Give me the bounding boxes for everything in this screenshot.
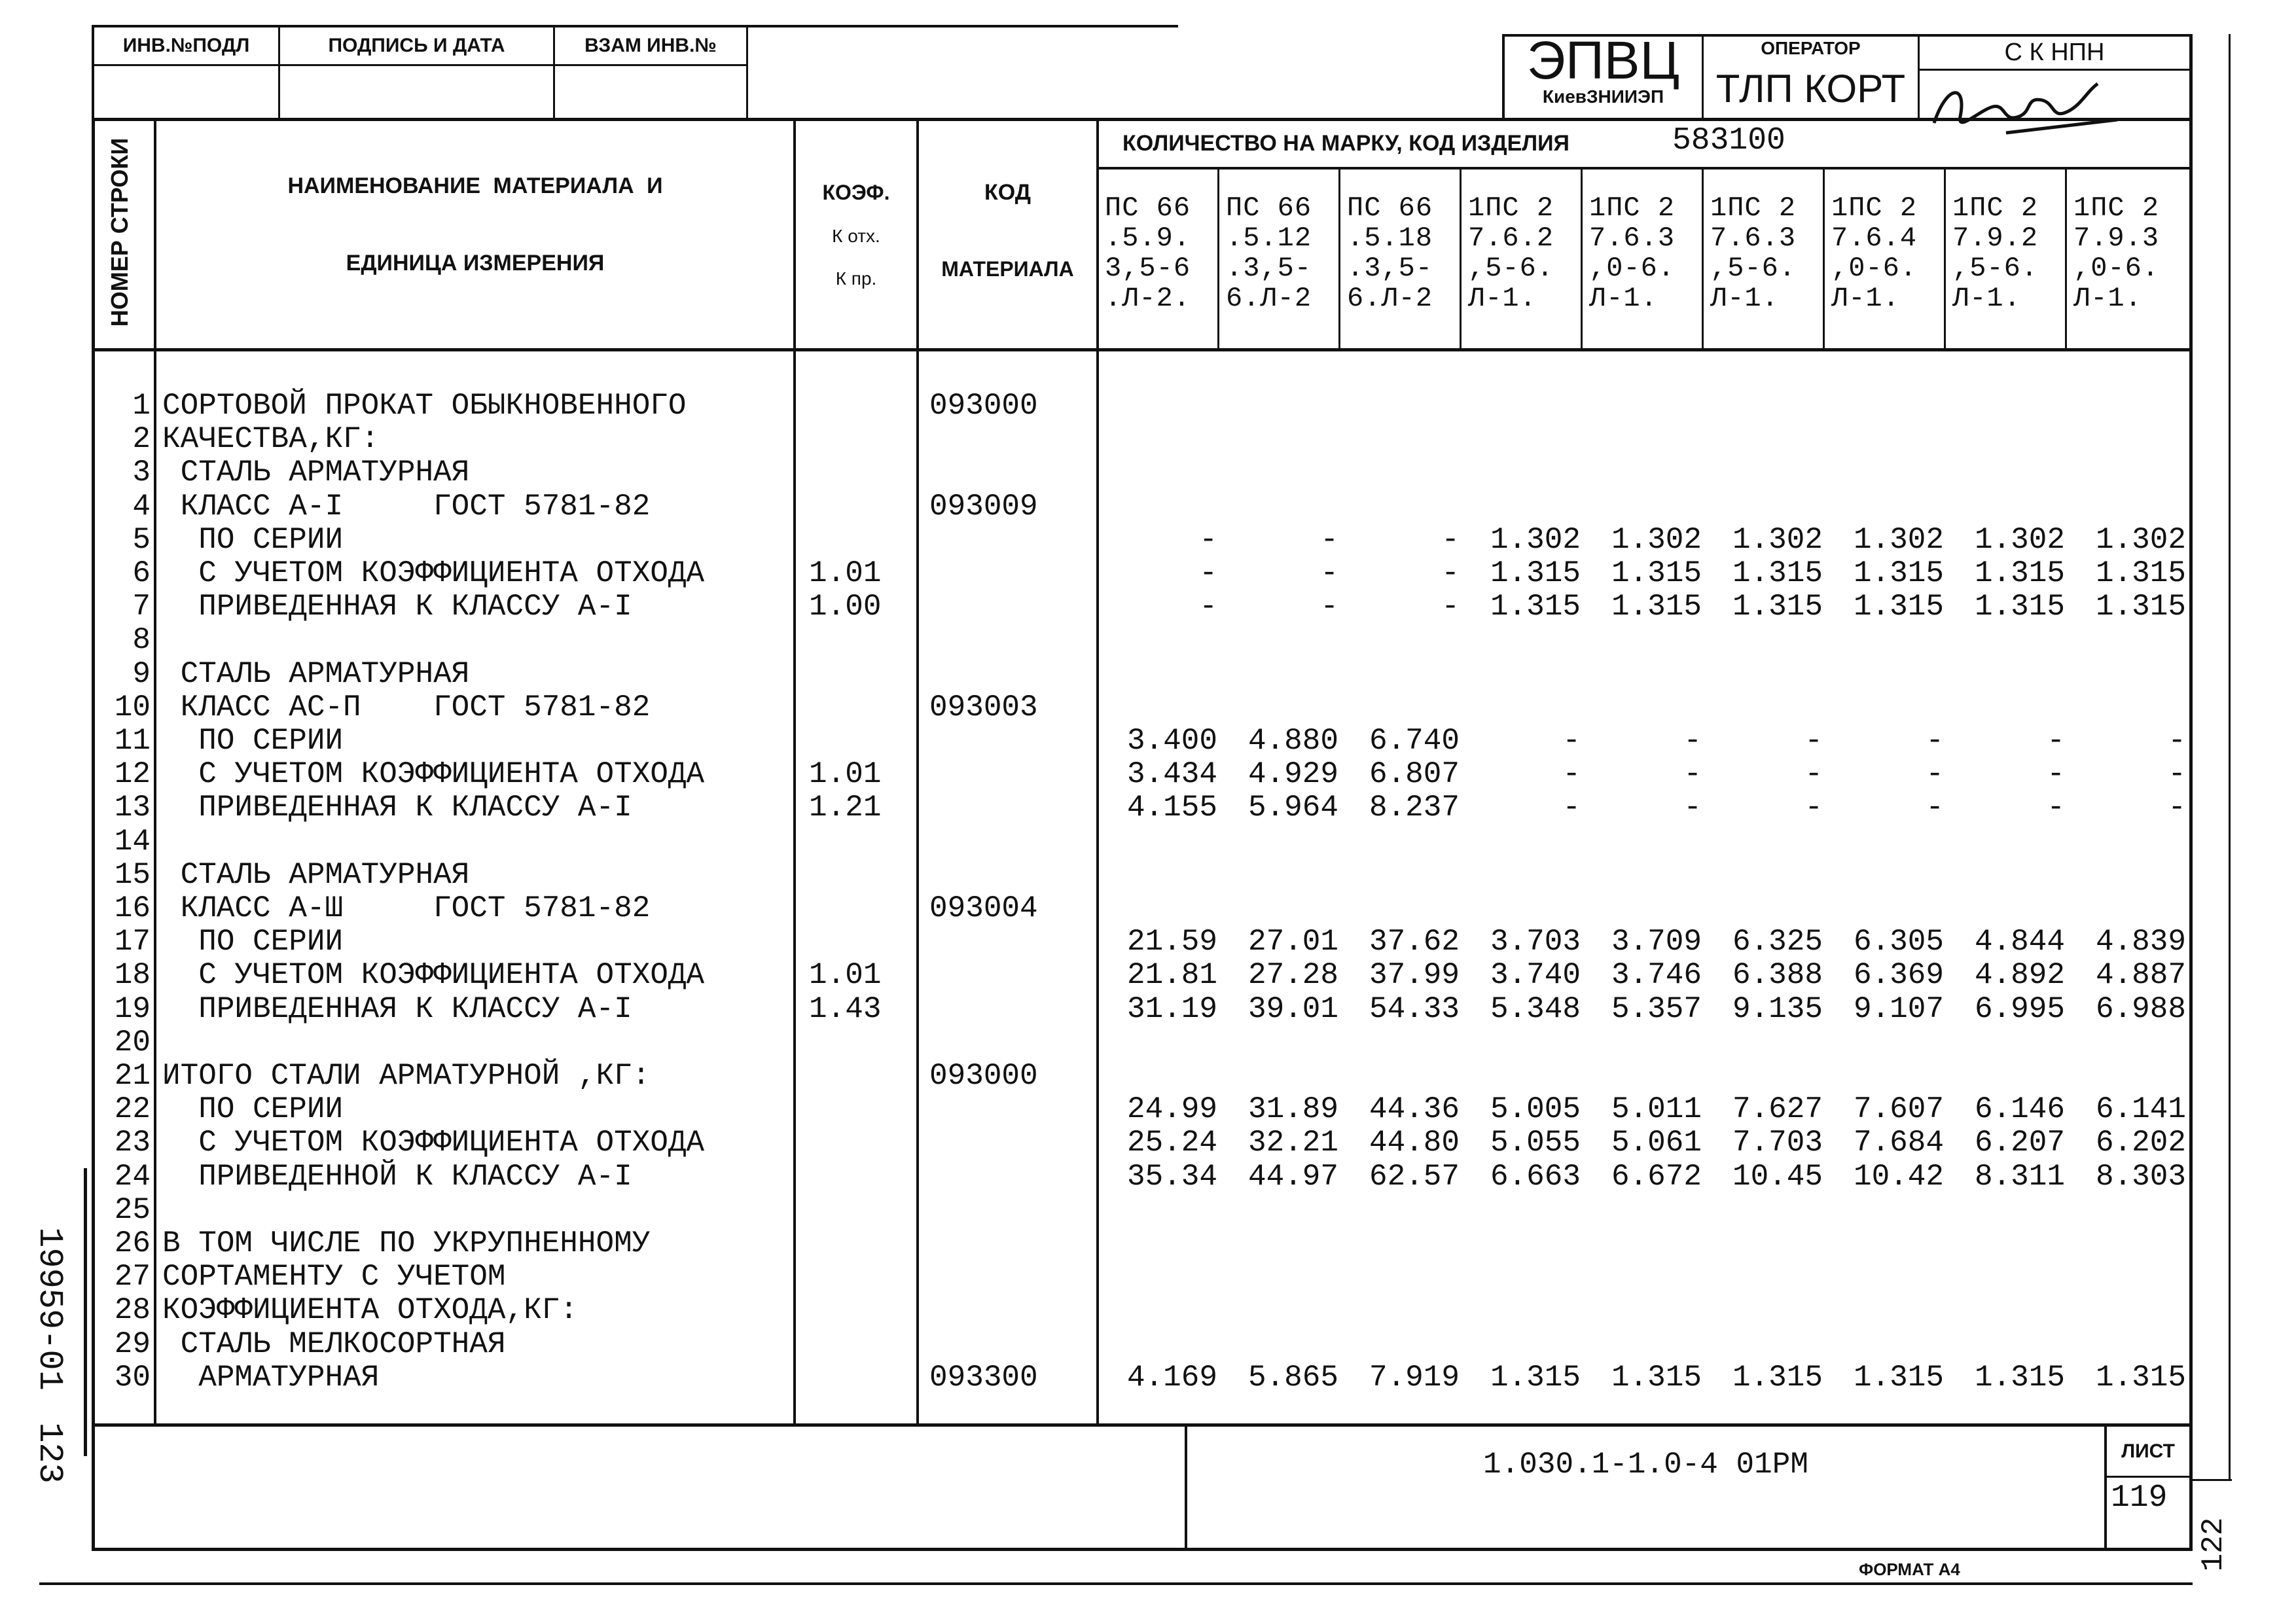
material-code: 093000 <box>929 389 1038 423</box>
row-text: СТАЛЬ АРМАТУРНАЯ <box>162 455 470 490</box>
inv-podl-label: ИНВ.№ПОДЛ <box>122 35 250 56</box>
quantity-value: 1.315 <box>1611 556 1702 590</box>
quantity-value: 1.315 <box>1611 590 1702 624</box>
quantity-value: 21.59 <box>1126 925 1217 959</box>
koef-header-line2: К отх. <box>832 226 880 246</box>
quantity-value: 1.315 <box>1853 556 1944 590</box>
quantity-value: 1.315 <box>2095 556 2186 590</box>
row-number: 1 <box>132 389 151 423</box>
quantity-value: 10.42 <box>1853 1160 1944 1194</box>
quantity-value: - <box>1562 791 1581 825</box>
material-code: 093300 <box>929 1361 1038 1395</box>
checked-label: С К НПН <box>2004 38 2105 66</box>
quantity-value: 5.348 <box>1490 992 1581 1026</box>
material-header-line2: ЕДИНИЦА ИЗМЕРЕНИЯ <box>346 251 605 276</box>
quantity-value: 7.703 <box>1732 1126 1823 1160</box>
quantity-value: 8.237 <box>1369 791 1460 825</box>
row-text: СТАЛЬ МЕЛКОСОРТНАЯ <box>162 1327 506 1361</box>
product-column-name: 1ПС 2 7.9.2 ,5-6. Л-1. <box>1952 192 2039 314</box>
row-number: 21 <box>114 1059 151 1093</box>
quantity-value: - <box>1926 791 1944 825</box>
row-number: 25 <box>114 1193 151 1227</box>
quantity-value: 6.988 <box>2095 992 2186 1026</box>
row-number: 22 <box>114 1092 151 1126</box>
format-label: ФОРМАТ А4 <box>1859 1560 1960 1579</box>
quantity-value: 1.315 <box>1732 556 1823 590</box>
koef-header-line3: К пр. <box>835 268 877 289</box>
row-number: 6 <box>132 556 151 590</box>
product-column-name: ПС 66 .5.18 .3,5- 6.Л-2 <box>1347 192 1433 314</box>
quantity-value: - <box>2047 791 2065 825</box>
quantity-value: 4.929 <box>1247 757 1338 791</box>
quantity-value: 3.709 <box>1611 925 1702 959</box>
product-column-name: 1ПС 2 7.6.3 ,0-6. Л-1. <box>1589 192 1676 314</box>
row-text: СТАЛЬ АРМАТУРНАЯ <box>162 657 470 691</box>
row-number: 2 <box>132 422 151 456</box>
row-number: 24 <box>114 1160 151 1194</box>
sheet-number: 119 <box>2111 1480 2168 1516</box>
product-code: 583100 <box>1672 123 1785 158</box>
quantity-value: 1.302 <box>1974 523 2065 557</box>
quantity-value: 1.315 <box>1611 1361 1702 1395</box>
quantity-value: 27.28 <box>1247 958 1338 992</box>
row-text: С УЧЕТОМ КОЭФФИЦИЕНТА ОТХОДА <box>162 958 705 992</box>
quantity-value: 1.315 <box>1490 1361 1581 1395</box>
row-text: ПРИВЕДЕННАЯ К КЛАССУ А-I <box>162 791 632 825</box>
quantity-value: 24.99 <box>1126 1092 1217 1126</box>
row-text: СОРТАМЕНТУ С УЧЕТОМ <box>162 1260 506 1294</box>
row-number: 30 <box>114 1361 151 1395</box>
row-number: 15 <box>114 858 151 892</box>
quantity-value: 7.684 <box>1853 1126 1944 1160</box>
quantity-value: - <box>1199 590 1217 624</box>
quantity-value: 1.315 <box>1490 590 1581 624</box>
quantity-value: - <box>2047 757 2065 791</box>
material-code: 093004 <box>929 891 1038 925</box>
koef-value: 1.01 <box>809 757 882 791</box>
sheet-label: ЛИСТ <box>2121 1440 2175 1462</box>
row-text: КЛАСС АС-П ГОСТ 5781-82 <box>162 690 651 724</box>
quantity-value: 6.146 <box>1974 1092 2065 1126</box>
quantity-value: - <box>2168 757 2186 791</box>
quantity-value: 1.315 <box>1853 1361 1944 1395</box>
quantity-value: 4.844 <box>1974 925 2065 959</box>
row-text: ПРИВЕДЕННАЯ К КЛАССУ А-I <box>162 590 632 624</box>
material-header-line1: НАИМЕНОВАНИЕ МАТЕРИАЛА И <box>287 173 663 198</box>
quantity-value: 4.169 <box>1126 1361 1217 1395</box>
quantity-value: 6.740 <box>1369 724 1460 758</box>
left-page-number: 123 <box>30 1422 69 1484</box>
quantity-value: - <box>1683 791 1702 825</box>
row-number: 23 <box>114 1126 151 1160</box>
quantity-value: 6.207 <box>1974 1126 2065 1160</box>
row-number: 26 <box>114 1226 151 1260</box>
row-number: 20 <box>114 1026 151 1060</box>
quantity-value: 1.302 <box>1490 523 1581 557</box>
quantity-value: - <box>1562 757 1581 791</box>
row-number: 19 <box>114 992 151 1026</box>
product-column-name: ПС 66 .5.9. 3,5-6 .Л-2. <box>1105 192 1191 314</box>
quantity-value: 5.964 <box>1247 791 1338 825</box>
quantity-value: 5.061 <box>1611 1126 1702 1160</box>
row-text: СТАЛЬ АРМАТУРНАЯ <box>162 858 470 892</box>
quantity-value: 5.357 <box>1611 992 1702 1026</box>
quantity-value: 1.315 <box>1974 590 2065 624</box>
quantity-value: 3.740 <box>1490 958 1581 992</box>
row-number: 10 <box>114 690 151 724</box>
quantity-value: 4.155 <box>1126 791 1217 825</box>
quantity-value: 6.325 <box>1732 925 1823 959</box>
quantity-value: 44.80 <box>1369 1126 1460 1160</box>
quantity-value: 6.807 <box>1369 757 1460 791</box>
row-number: 9 <box>132 657 151 691</box>
quantity-value: - <box>1441 523 1460 557</box>
quantity-value: - <box>1562 724 1581 758</box>
row-text: ПРИВЕДЕННОЙ К КЛАССУ А-I <box>162 1160 632 1194</box>
operator-value: ТЛП КОРТ <box>1715 66 1906 111</box>
quantity-value: 3.434 <box>1126 757 1217 791</box>
quantity-value: 32.21 <box>1247 1126 1338 1160</box>
row-number: 12 <box>114 757 151 791</box>
quantity-value: 6.369 <box>1853 958 1944 992</box>
material-code: 093000 <box>929 1059 1038 1093</box>
quantity-value: 6.388 <box>1732 958 1823 992</box>
row-text: АРМАТУРНАЯ <box>162 1361 380 1395</box>
quantity-value: - <box>1804 791 1823 825</box>
product-column-name: 1ПС 2 7.6.2 ,5-6. Л-1. <box>1468 192 1554 314</box>
quantity-value: - <box>1926 757 1944 791</box>
signature-image <box>1928 71 2124 143</box>
quantity-value: 4.892 <box>1974 958 2065 992</box>
quantity-value: 27.01 <box>1247 925 1338 959</box>
quantity-value: 35.34 <box>1126 1160 1217 1194</box>
quantity-value: 5.865 <box>1247 1361 1338 1395</box>
row-text: КЛАСС А-I ГОСТ 5781-82 <box>162 490 651 524</box>
quantity-value: 5.005 <box>1490 1092 1581 1126</box>
right-page-number: 122 <box>2197 1517 2231 1572</box>
row-text: КЛАСС А-Ш ГОСТ 5781-82 <box>162 891 651 925</box>
row-number: 4 <box>132 490 151 524</box>
quantity-value: - <box>1320 556 1338 590</box>
org-small-label: КиевЗНИИЭП <box>1542 86 1664 107</box>
row-text: КОЭФФИЦИЕНТА ОТХОДА,КГ: <box>162 1293 578 1327</box>
quantity-value: 54.33 <box>1369 992 1460 1026</box>
quantity-value: 8.303 <box>2095 1160 2186 1194</box>
quantity-value: 6.663 <box>1490 1160 1581 1194</box>
quantity-value: 6.672 <box>1611 1160 1702 1194</box>
row-number: 28 <box>114 1293 151 1327</box>
quantity-value: - <box>2168 791 2186 825</box>
row-text: ПРИВЕДЕННАЯ К КЛАССУ А-I <box>162 992 632 1026</box>
quantity-value: 4.880 <box>1247 724 1338 758</box>
product-column-name: ПС 66 .5.12 .3,5- 6.Л-2 <box>1226 192 1312 314</box>
row-text: ПО СЕРИИ <box>162 925 344 959</box>
quantity-value: 6.202 <box>2095 1126 2186 1160</box>
row-text: В ТОМ ЧИСЛЕ ПО УКРУПНЕННОМУ <box>162 1226 651 1260</box>
vzam-inv-label: ВЗАМ ИНВ.№ <box>584 35 717 56</box>
quantity-value: 21.81 <box>1126 958 1217 992</box>
quantity-value: 1.315 <box>2095 590 2186 624</box>
quantity-value: 25.24 <box>1126 1126 1217 1160</box>
row-text: С УЧЕТОМ КОЭФФИЦИЕНТА ОТХОДА <box>162 1126 705 1160</box>
quantity-value: - <box>1804 757 1823 791</box>
product-column-name: 1ПС 2 7.6.4 ,0-6. Л-1. <box>1831 192 1918 314</box>
row-number-header: НОМЕР СТРОКИ <box>106 137 133 327</box>
koef-value: 1.00 <box>809 590 882 624</box>
row-text: ПО СЕРИИ <box>162 724 344 758</box>
quantity-value: 10.45 <box>1732 1160 1823 1194</box>
koef-header-line1: КОЭФ. <box>822 181 890 204</box>
quantity-value: 5.055 <box>1490 1126 1581 1160</box>
material-code: 093009 <box>929 490 1038 524</box>
quantity-value: 3.703 <box>1490 925 1581 959</box>
quantity-value: - <box>1441 556 1460 590</box>
quantity-value: 39.01 <box>1247 992 1338 1026</box>
row-number: 29 <box>114 1327 151 1361</box>
quantity-value: 1.302 <box>1611 523 1702 557</box>
quantity-value: 37.99 <box>1369 958 1460 992</box>
quantity-value: - <box>1199 523 1217 557</box>
quantity-value: - <box>1683 724 1702 758</box>
row-number: 16 <box>114 891 151 925</box>
document-code: 1.030.1-1.0-4 01РМ <box>1483 1448 1808 1482</box>
quantity-value: 4.887 <box>2095 958 2186 992</box>
quantity-value: - <box>1441 590 1460 624</box>
row-number: 5 <box>132 523 151 557</box>
row-text: С УЧЕТОМ КОЭФФИЦИЕНТА ОТХОДА <box>162 556 705 590</box>
koef-value: 1.21 <box>809 791 882 825</box>
quantity-value: 6.995 <box>1974 992 2065 1026</box>
quantity-value: 6.305 <box>1853 925 1944 959</box>
row-number: 3 <box>132 455 151 490</box>
quantity-value: - <box>1320 523 1338 557</box>
quantity-header: КОЛИЧЕСТВО НА МАРКУ, КОД ИЗДЕЛИЯ <box>1122 131 1570 156</box>
signature-date-label: ПОДПИСЬ И ДАТА <box>328 35 505 56</box>
quantity-value: - <box>1683 757 1702 791</box>
quantity-value: 31.89 <box>1247 1092 1338 1126</box>
quantity-value: 1.302 <box>2095 523 2186 557</box>
row-number: 27 <box>114 1260 151 1294</box>
quantity-value: 3.400 <box>1126 724 1217 758</box>
quantity-value: 44.36 <box>1369 1092 1460 1126</box>
product-column-name: 1ПС 2 7.9.3 ,0-6. Л-1. <box>2073 192 2160 314</box>
quantity-value: 8.311 <box>1974 1160 2065 1194</box>
quantity-value: 7.919 <box>1369 1361 1460 1395</box>
operator-label: ОПЕРАТОР <box>1761 38 1861 58</box>
quantity-value: 7.627 <box>1732 1092 1823 1126</box>
quantity-value: 1.315 <box>1732 590 1823 624</box>
row-number: 17 <box>114 925 151 959</box>
org-big-label: ЭПВЦ <box>1526 31 1680 90</box>
koef-value: 1.01 <box>809 556 882 590</box>
row-text: КАЧЕСТВА,КГ: <box>162 422 380 456</box>
code-header-line1: КОД <box>984 180 1031 205</box>
row-number: 18 <box>114 958 151 992</box>
quantity-value: - <box>1199 556 1217 590</box>
quantity-value: - <box>1926 724 1944 758</box>
product-column-name: 1ПС 2 7.6.3 ,5-6. Л-1. <box>1710 192 1797 314</box>
quantity-value: - <box>1804 724 1823 758</box>
quantity-value: 1.315 <box>1853 590 1944 624</box>
quantity-value: 1.315 <box>1732 1361 1823 1395</box>
row-text: ПО СЕРИИ <box>162 523 344 557</box>
quantity-value: - <box>1320 590 1338 624</box>
quantity-value: 1.315 <box>1974 1361 2065 1395</box>
quantity-value: 1.315 <box>1974 556 2065 590</box>
quantity-value: - <box>2047 724 2065 758</box>
quantity-value: 9.135 <box>1732 992 1823 1026</box>
quantity-value: 4.839 <box>2095 925 2186 959</box>
row-number: 14 <box>114 825 151 859</box>
row-number: 11 <box>114 724 151 758</box>
quantity-value: 31.19 <box>1126 992 1217 1026</box>
code-header-line2: МАТЕРИАЛА <box>941 257 1074 281</box>
quantity-value: 62.57 <box>1369 1160 1460 1194</box>
row-text: ИТОГО СТАЛИ АРМАТУРНОЙ ,КГ: <box>162 1059 651 1093</box>
quantity-value: 1.315 <box>1490 556 1581 590</box>
quantity-value: 1.302 <box>1732 523 1823 557</box>
quantity-value: 44.97 <box>1247 1160 1338 1194</box>
inventory-number-vertical: 19959-01 <box>30 1227 69 1391</box>
quantity-value: 5.011 <box>1611 1092 1702 1126</box>
row-number: 8 <box>132 623 151 657</box>
quantity-value: 37.62 <box>1369 925 1460 959</box>
material-code: 093003 <box>929 690 1038 724</box>
quantity-value: 7.607 <box>1853 1092 1944 1126</box>
quantity-value: 9.107 <box>1853 992 1944 1026</box>
koef-value: 1.01 <box>809 958 882 992</box>
koef-value: 1.43 <box>809 992 882 1026</box>
row-text: СОРТОВОЙ ПРОКАТ ОБЫКНОВЕННОГО <box>162 389 687 423</box>
row-text: ПО СЕРИИ <box>162 1092 344 1126</box>
row-number: 7 <box>132 590 151 624</box>
quantity-value: 3.746 <box>1611 958 1702 992</box>
row-text: С УЧЕТОМ КОЭФФИЦИЕНТА ОТХОДА <box>162 757 705 791</box>
row-number: 13 <box>114 791 151 825</box>
quantity-value: 1.302 <box>1853 523 1944 557</box>
quantity-value: 6.141 <box>2095 1092 2186 1126</box>
quantity-value: 1.315 <box>2095 1361 2186 1395</box>
quantity-value: - <box>2168 724 2186 758</box>
